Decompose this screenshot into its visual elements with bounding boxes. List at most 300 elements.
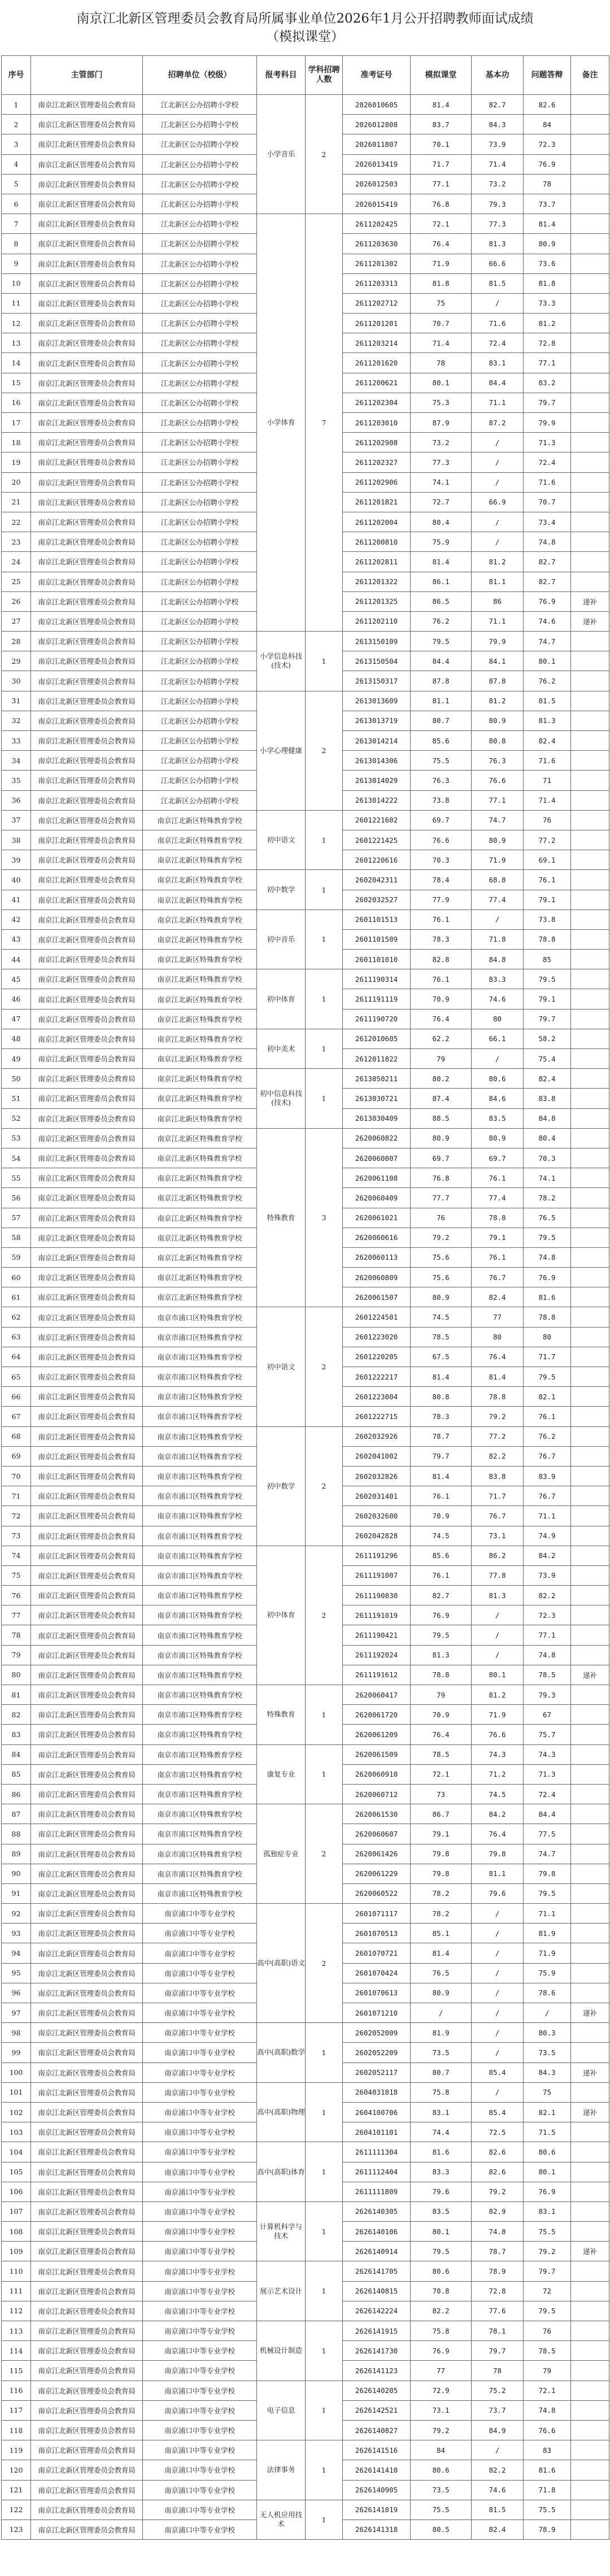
cell-exam-id: 2611202327: [343, 452, 411, 472]
cell-exam-id: 2620060807: [343, 1148, 411, 1168]
cell-remark: [571, 2281, 609, 2301]
cell-department: 南京江北新区管理委员会教育局: [31, 1645, 143, 1665]
cell-basic-skill: 72.5: [472, 2122, 524, 2142]
table-row: [2, 2142, 609, 2162]
cell-exam-id: 2613150109: [343, 632, 411, 651]
cell-exam-id: 2613014029: [343, 771, 411, 790]
cell-unit: 南京市浦口区特殊教育学校: [143, 1744, 257, 1764]
cell-mock-class: 76.1: [411, 1565, 472, 1585]
cell-exam-id: 2601223004: [343, 1387, 411, 1407]
cell-mock-class: 79.5: [411, 632, 472, 651]
cell-unit: 南京浦口中等专业学校: [143, 1904, 257, 1924]
cell-exam-id: 2026011807: [343, 134, 411, 154]
cell-index: 67: [2, 1407, 31, 1426]
header-index: 序号: [2, 56, 31, 95]
cell-basic-skill: /: [472, 512, 524, 532]
cell-exam-id: 2602032826: [343, 1466, 411, 1486]
cell-index: 7: [2, 214, 31, 234]
cell-unit: 南京浦口中等专业学校: [143, 2023, 257, 2043]
cell-remark: [571, 1844, 609, 1864]
cell-unit: 南京江北新区特殊教育学校: [143, 1228, 257, 1247]
cell-mock-class: 76.6: [411, 830, 472, 850]
cell-index: 3: [2, 134, 31, 154]
table-row: [2, 1307, 609, 1327]
cell-basic-skill: 71.8: [472, 929, 524, 949]
cell-unit: 南京江北新区特殊教育学校: [143, 1049, 257, 1069]
cell-exam-id: 2611203010: [343, 413, 411, 433]
cell-unit: 江北新区公办招聘小学校: [143, 492, 257, 512]
cell-remark: [571, 790, 609, 810]
cell-remark: [571, 273, 609, 293]
header-department: 主管部门: [31, 56, 143, 95]
cell-basic-skill: 79.1: [472, 1228, 524, 1247]
cell-index: 70: [2, 1466, 31, 1486]
cell-unit: 南京浦口中等专业学校: [143, 2301, 257, 2321]
cell-department: 南京江北新区管理委员会教育局: [31, 1307, 143, 1327]
cell-index: 64: [2, 1347, 31, 1367]
cell-basic-skill: 79.7: [472, 2341, 524, 2361]
cell-mock-class: 85.6: [411, 1546, 472, 1565]
cell-exam-id: 2626141123: [343, 2361, 411, 2381]
table-row: [2, 691, 609, 711]
cell-mock-class: 73.8: [411, 790, 472, 810]
cell-unit: 江北新区公办招聘小学校: [143, 273, 257, 293]
cell-index: 65: [2, 1367, 31, 1387]
cell-mock-class: 74.1: [411, 472, 472, 492]
cell-exam-id: 2620061209: [343, 1725, 411, 1744]
cell-remark: [571, 1506, 609, 1526]
cell-index: 114: [2, 2341, 31, 2361]
cell-unit: 南京市浦口区特殊教育学校: [143, 1725, 257, 1744]
cell-index: 66: [2, 1387, 31, 1407]
cell-remark: [571, 2222, 609, 2242]
cell-unit: 江北新区公办招聘小学校: [143, 254, 257, 273]
cell-index: 106: [2, 2182, 31, 2201]
cell-exam-id: 2620060607: [343, 1824, 411, 1844]
cell-basic-skill: 82.2: [472, 1446, 524, 1466]
cell-department: 南京江北新区管理委员会教育局: [31, 2520, 143, 2539]
cell-department: 南京江北新区管理委员会教育局: [31, 2361, 143, 2381]
cell-index: 116: [2, 2381, 31, 2400]
cell-exam-id: 2611191019: [343, 1605, 411, 1625]
cell-subject: 初中音乐: [257, 910, 306, 969]
cell-exam-id: 2626140905: [343, 2480, 411, 2500]
cell-department: 南京江北新区管理委员会教育局: [31, 1108, 143, 1128]
cell-remark: 递补: [571, 2062, 609, 2082]
cell-qa: 67: [524, 1705, 571, 1725]
cell-unit: 南京浦口中等专业学校: [143, 2400, 257, 2420]
cell-qa: 72.3: [524, 1605, 571, 1625]
header-qa: 问题答辩: [524, 56, 571, 95]
cell-remark: [571, 2201, 609, 2221]
cell-qa: 72.4: [524, 1784, 571, 1804]
cell-remark: [571, 174, 609, 194]
cell-department: 南京江北新区管理委员会教育局: [31, 1089, 143, 1108]
cell-mock-class: 79: [411, 1685, 472, 1705]
cell-department: 南京江北新区管理委员会教育局: [31, 2242, 143, 2261]
cell-index: 45: [2, 969, 31, 989]
cell-index: 95: [2, 1963, 31, 1983]
cell-unit: 江北新区公办招聘小学校: [143, 154, 257, 174]
cell-qa: 79: [524, 2361, 571, 2381]
cell-basic-skill: 81.1: [472, 572, 524, 591]
cell-department: 南京江北新区管理委员会教育局: [31, 1407, 143, 1426]
cell-mock-class: 80.9: [411, 1983, 472, 2003]
cell-basic-skill: 84.1: [472, 651, 524, 671]
cell-remark: [571, 314, 609, 333]
cell-basic-skill: 84.2: [472, 1804, 524, 1824]
cell-qa: 74.7: [524, 1844, 571, 1864]
cell-mock-class: 78.2: [411, 1904, 472, 1924]
cell-mock-class: 83.3: [411, 2162, 472, 2182]
cell-count: 1: [306, 2201, 343, 2261]
cell-exam-id: 2620060113: [343, 1247, 411, 1267]
cell-qa: 80.6: [524, 2142, 571, 2162]
cell-unit: 南京江北新区特殊教育学校: [143, 1089, 257, 1108]
cell-remark: [571, 771, 609, 790]
cell-unit: 南京浦口中等专业学校: [143, 2321, 257, 2341]
cell-qa: 73.8: [524, 910, 571, 929]
cell-remark: [571, 393, 609, 412]
cell-remark: [571, 2142, 609, 2162]
cell-unit: 南京市浦口区特殊教育学校: [143, 1625, 257, 1645]
cell-index: 22: [2, 512, 31, 532]
cell-unit: 南京市浦口区特殊教育学校: [143, 1466, 257, 1486]
cell-basic-skill: 84.9: [472, 2420, 524, 2440]
cell-mock-class: 81.6: [411, 2142, 472, 2162]
cell-remark: [571, 1049, 609, 1069]
cell-exam-id: 2601101010: [343, 950, 411, 969]
cell-remark: [571, 850, 609, 870]
cell-qa: 79.2: [524, 2242, 571, 2261]
cell-remark: [571, 1327, 609, 1347]
cell-index: 2: [2, 115, 31, 134]
cell-basic-skill: /: [472, 472, 524, 492]
cell-index: 89: [2, 1844, 31, 1864]
table-row: [2, 1128, 609, 1148]
cell-remark: [571, 2043, 609, 2062]
cell-mock-class: 71.4: [411, 333, 472, 353]
cell-qa: 79.7: [524, 393, 571, 412]
cell-index: 110: [2, 2261, 31, 2281]
cell-index: 47: [2, 1009, 31, 1029]
cell-mock-class: 73.5: [411, 2043, 472, 2062]
cell-mock-class: 70.8: [411, 2281, 472, 2301]
cell-index: 87: [2, 1804, 31, 1824]
cell-unit: 江北新区公办招聘小学校: [143, 95, 257, 115]
cell-exam-id: 2612011822: [343, 1049, 411, 1069]
cell-basic-skill: 77.4: [472, 890, 524, 910]
cell-unit: 江北新区公办招聘小学校: [143, 194, 257, 214]
cell-remark: [571, 115, 609, 134]
cell-index: 88: [2, 1824, 31, 1844]
cell-index: 105: [2, 2162, 31, 2182]
cell-department: 南京江北新区管理委员会教育局: [31, 1943, 143, 1963]
cell-exam-id: 2611201322: [343, 572, 411, 591]
table-row: [2, 1685, 609, 1705]
cell-mock-class: 78.4: [411, 870, 472, 890]
cell-remark: [571, 1744, 609, 1764]
cell-basic-skill: 76.1: [472, 1247, 524, 1267]
cell-mock-class: 79: [411, 1049, 472, 1069]
cell-exam-id: 2611202712: [343, 293, 411, 313]
cell-subject: 初中语文: [257, 1307, 306, 1426]
cell-exam-id: 2611202906: [343, 472, 411, 492]
cell-exam-id: 2602031401: [343, 1486, 411, 1506]
cell-department: 南京江北新区管理委员会教育局: [31, 671, 143, 691]
cell-remark: [571, 2162, 609, 2182]
cell-basic-skill: 79.9: [472, 632, 524, 651]
cell-basic-skill: 73.2: [472, 174, 524, 194]
cell-remark: 递补: [571, 611, 609, 631]
cell-qa: 76.5: [524, 1208, 571, 1228]
cell-department: 南京江北新区管理委员会教育局: [31, 651, 143, 671]
cell-index: 92: [2, 1904, 31, 1924]
cell-department: 南京江北新区管理委员会教育局: [31, 373, 143, 393]
cell-qa: 73.3: [524, 293, 571, 313]
cell-unit: 南京江北新区特殊教育学校: [143, 1148, 257, 1168]
cell-basic-skill: 84.4: [472, 373, 524, 393]
cell-qa: 76.6: [524, 2420, 571, 2440]
cell-remark: [571, 1526, 609, 1546]
cell-subject: 计算机科学与技术: [257, 2201, 306, 2261]
cell-remark: [571, 1963, 609, 1983]
cell-remark: [571, 1446, 609, 1466]
cell-mock-class: 86.5: [411, 591, 472, 611]
cell-mock-class: 74.5: [411, 1526, 472, 1546]
cell-remark: [571, 1764, 609, 1784]
cell-department: 南京江北新区管理委员会教育局: [31, 1049, 143, 1069]
cell-remark: [571, 2500, 609, 2520]
cell-department: 南京江北新区管理委员会教育局: [31, 691, 143, 711]
cell-index: 75: [2, 1565, 31, 1585]
cell-unit: 南京江北新区特殊教育学校: [143, 969, 257, 989]
cell-index: 29: [2, 651, 31, 671]
cell-qa: 83.9: [524, 1466, 571, 1486]
cell-exam-id: 2626140827: [343, 2420, 411, 2440]
cell-qa: 78.8: [524, 1307, 571, 1327]
cell-count: 1: [306, 2381, 343, 2440]
cell-department: 南京江北新区管理委员会教育局: [31, 1864, 143, 1883]
table-row: [2, 1546, 609, 1565]
cell-remark: [571, 1725, 609, 1744]
cell-unit: 南京江北新区特殊教育学校: [143, 989, 257, 1009]
cell-mock-class: 76.8: [411, 1168, 472, 1188]
cell-qa: 83: [524, 2440, 571, 2460]
cell-qa: 81.3: [524, 711, 571, 730]
cell-subject: 电子信息: [257, 2381, 306, 2440]
cell-count: 1: [306, 870, 343, 910]
cell-index: 17: [2, 413, 31, 433]
cell-mock-class: 74.5: [411, 1307, 472, 1327]
cell-basic-skill: 81.5: [472, 273, 524, 293]
cell-subject: 小学音乐: [257, 95, 306, 214]
cell-index: 32: [2, 711, 31, 730]
cell-qa: 76.7: [524, 1486, 571, 1506]
table-row: [2, 1069, 609, 1089]
cell-index: 91: [2, 1883, 31, 1903]
cell-mock-class: 76.1: [411, 969, 472, 989]
cell-qa: 75.9: [524, 1963, 571, 1983]
cell-exam-id: 2026013419: [343, 154, 411, 174]
cell-qa: 72: [524, 2281, 571, 2301]
cell-unit: 南京浦口中等专业学校: [143, 2162, 257, 2182]
cell-exam-id: 2601070424: [343, 1963, 411, 1983]
cell-count: 1: [306, 1685, 343, 1745]
cell-mock-class: 70.9: [411, 1506, 472, 1526]
cell-index: 42: [2, 910, 31, 929]
cell-exam-id: 2613150504: [343, 651, 411, 671]
cell-index: 100: [2, 2062, 31, 2082]
cell-unit: 南京市浦口区特殊教育学校: [143, 1407, 257, 1426]
cell-mock-class: 77: [411, 2361, 472, 2381]
results-table: [1, 55, 609, 2540]
cell-remark: [571, 1208, 609, 1228]
cell-qa: 73.9: [524, 1565, 571, 1585]
cell-qa: 84: [524, 115, 571, 134]
cell-remark: [571, 810, 609, 830]
cell-department: 南京江北新区管理委员会教育局: [31, 95, 143, 115]
cell-department: 南京江北新区管理委员会教育局: [31, 1446, 143, 1466]
cell-remark: [571, 2122, 609, 2142]
cell-department: 南京江北新区管理委员会教育局: [31, 413, 143, 433]
cell-mock-class: 83.7: [411, 115, 472, 134]
cell-qa: 71.1: [524, 1904, 571, 1924]
cell-remark: [571, 651, 609, 671]
cell-unit: 江北新区公办招聘小学校: [143, 333, 257, 353]
cell-department: 南京江北新区管理委员会教育局: [31, 433, 143, 452]
cell-qa: 77.1: [524, 353, 571, 373]
cell-department: 南京江北新区管理委员会教育局: [31, 1208, 143, 1228]
cell-qa: 79.1: [524, 989, 571, 1009]
cell-department: 南京江北新区管理委员会教育局: [31, 1486, 143, 1506]
cell-basic-skill: /: [472, 1983, 524, 2003]
cell-mock-class: 67.5: [411, 1347, 472, 1367]
cell-exam-id: 2602032527: [343, 890, 411, 910]
cell-index: 51: [2, 1089, 31, 1108]
cell-unit: 江北新区公办招聘小学校: [143, 591, 257, 611]
cell-exam-id: 2611191612: [343, 1665, 411, 1685]
cell-remark: [571, 1247, 609, 1267]
cell-index: 120: [2, 2460, 31, 2480]
cell-index: 72: [2, 1506, 31, 1526]
cell-department: 南京江北新区管理委员会教育局: [31, 1904, 143, 1924]
cell-qa: 71.8: [524, 2480, 571, 2500]
cell-qa: 84.8: [524, 1108, 571, 1128]
cell-mock-class: 87.8: [411, 671, 472, 691]
cell-department: 南京江北新区管理委员会教育局: [31, 1983, 143, 2003]
cell-qa: 75.7: [524, 1725, 571, 1744]
header-unit: 招聘单位（校级）: [143, 56, 257, 95]
table-row: [2, 1744, 609, 1764]
cell-remark: [571, 1029, 609, 1048]
cell-exam-id: 2611191119: [343, 989, 411, 1009]
table-row: [2, 1426, 609, 1446]
cell-basic-skill: 74.6: [472, 2480, 524, 2500]
cell-basic-skill: 77.3: [472, 214, 524, 234]
cell-index: 14: [2, 353, 31, 373]
cell-mock-class: 76.3: [411, 771, 472, 790]
cell-department: 南京江北新区管理委员会教育局: [31, 1009, 143, 1029]
cell-qa: 73.7: [524, 194, 571, 214]
cell-basic-skill: 74.8: [472, 2222, 524, 2242]
cell-index: 117: [2, 2400, 31, 2420]
cell-unit: 南京市浦口区特殊教育学校: [143, 1387, 257, 1407]
cell-exam-id: 2611203313: [343, 273, 411, 293]
cell-index: 122: [2, 2500, 31, 2520]
cell-unit: 南京市浦口区特殊教育学校: [143, 1506, 257, 1526]
cell-mock-class: 70.7: [411, 314, 472, 333]
cell-qa: 79.5: [524, 2301, 571, 2321]
cell-unit: 江北新区公办招聘小学校: [143, 214, 257, 234]
cell-index: 60: [2, 1268, 31, 1287]
cell-index: 118: [2, 2420, 31, 2440]
cell-count: 3: [306, 1128, 343, 1307]
table-row: [2, 910, 609, 929]
cell-department: 南京江北新区管理委员会教育局: [31, 2062, 143, 2082]
cell-unit: 江北新区公办招聘小学校: [143, 234, 257, 254]
cell-basic-skill: /: [472, 293, 524, 313]
cell-department: 南京江北新区管理委员会教育局: [31, 154, 143, 174]
cell-qa: 71.6: [524, 751, 571, 771]
cell-unit: 南京浦口中等专业学校: [143, 2480, 257, 2500]
cell-department: 南京江北新区管理委员会教育局: [31, 214, 143, 234]
cell-department: 南京江北新区管理委员会教育局: [31, 2003, 143, 2023]
cell-department: 南京江北新区管理委员会教育局: [31, 2420, 143, 2440]
cell-count: 1: [306, 2023, 343, 2083]
cell-exam-id: 2620060712: [343, 1784, 411, 1804]
table-row: [2, 2082, 609, 2102]
cell-qa: 79.9: [524, 413, 571, 433]
cell-remark: [571, 1268, 609, 1287]
cell-mock-class: 84: [411, 2440, 472, 2460]
cell-count: 2: [306, 691, 343, 810]
cell-qa: 71.9: [524, 1943, 571, 1963]
cell-exam-id: 2611190314: [343, 969, 411, 989]
cell-qa: 85: [524, 950, 571, 969]
cell-remark: [571, 890, 609, 910]
cell-remark: [571, 1426, 609, 1446]
cell-basic-skill: 85.4: [472, 2102, 524, 2122]
cell-index: 35: [2, 771, 31, 790]
cell-unit: 南京浦口中等专业学校: [143, 2500, 257, 2520]
cell-remark: [571, 552, 609, 572]
cell-remark: [571, 1546, 609, 1565]
cell-qa: 79.7: [524, 2261, 571, 2281]
cell-remark: [571, 1307, 609, 1327]
cell-exam-id: 2601222217: [343, 1367, 411, 1387]
cell-unit: 南京市浦口区特殊教育学校: [143, 1327, 257, 1347]
cell-exam-id: 2604031818: [343, 2082, 411, 2102]
cell-qa: 74.8: [524, 1247, 571, 1267]
cell-remark: [571, 353, 609, 373]
cell-basic-skill: 81.5: [472, 2500, 524, 2520]
cell-unit: 南京市浦口区特殊教育学校: [143, 1645, 257, 1665]
cell-department: 南京江北新区管理委员会教育局: [31, 2162, 143, 2182]
cell-remark: 递补: [571, 591, 609, 611]
cell-subject: 初中信息科技(技术): [257, 1069, 306, 1129]
cell-mock-class: 81.4: [411, 1943, 472, 1963]
cell-index: 50: [2, 1069, 31, 1089]
cell-remark: [571, 1188, 609, 1208]
header-count: 学科招聘人数: [306, 56, 343, 95]
cell-qa: 76: [524, 810, 571, 830]
cell-basic-skill: /: [472, 910, 524, 929]
cell-qa: 78.2: [524, 1188, 571, 1208]
cell-unit: 南京江北新区特殊教育学校: [143, 890, 257, 910]
cell-count: 2: [306, 1426, 343, 1546]
cell-index: 94: [2, 1943, 31, 1963]
